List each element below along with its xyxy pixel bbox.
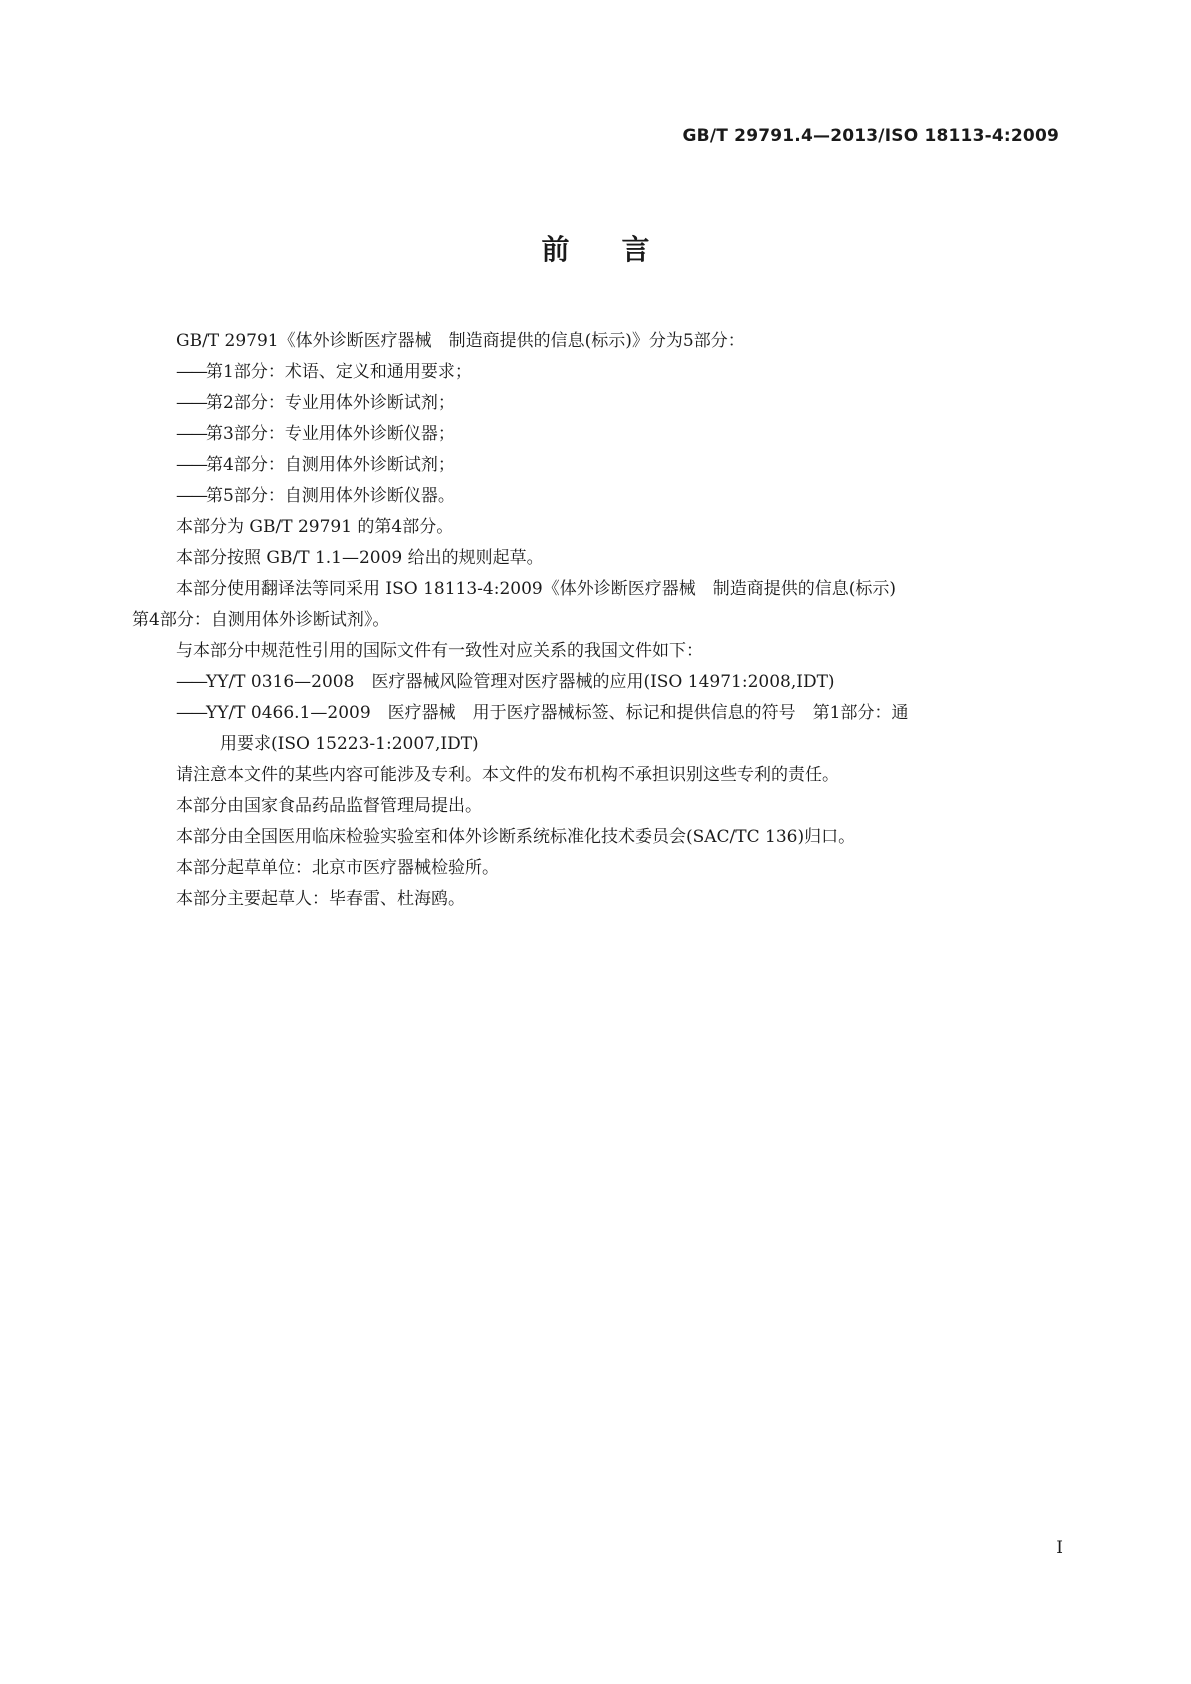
paragraph-drafting-rules: 本部分按照 GB/T 1.1—2009 给出的规则起草。 (176, 548, 544, 568)
paragraph-centralized-by: 本部分由全国医用临床检验实验室和体外诊断系统标准化技术委员会(SAC/TC 136)归口。 (176, 827, 856, 847)
dash-mark: —— (176, 362, 206, 382)
paragraph-drafters: 本部分主要起草人：毕春雷、杜海鸥。 (176, 889, 465, 909)
list-item-text: 第3部分：专业用体外诊断仪器； (206, 424, 455, 444)
paragraph-drafting-unit: 本部分起草单位：北京市医疗器械检验所。 (176, 858, 499, 878)
list-item-part-2 (132, 388, 1059, 419)
list-item-reference-2 (132, 698, 1059, 729)
list-item-text: 第4部分：自测用体外诊断试剂； (206, 455, 455, 475)
list-item-text: 第1部分：术语、定义和通用要求； (206, 362, 472, 382)
list-item-part-1 (132, 357, 1059, 388)
dash-mark: —— (176, 703, 206, 723)
paragraph-proposed-by: 本部分由国家食品药品监督管理局提出。 (176, 796, 482, 816)
paragraph-patent-notice: 请注意本文件的某些内容可能涉及专利。本文件的发布机构不承担识别这些专利的责任。 (176, 765, 839, 785)
paragraph-part-number: 本部分为 GB/T 29791 的第4部分。 (176, 517, 454, 537)
dash-mark: —— (176, 672, 206, 692)
standard-code-header: GB/T 29791.4—2013/ISO 18113-4:2009 (682, 126, 1059, 146)
list-item-part-3 (132, 419, 1059, 450)
page-number: I (1056, 1538, 1063, 1558)
paragraph-translation-line1: 本部分使用翻译法等同采用 ISO 18113-4:2009《体外诊断医疗器械 制造商提供的信息(标示) (176, 579, 896, 599)
dash-mark: —— (176, 455, 206, 475)
dash-mark: —— (176, 393, 206, 413)
paragraph-translation-line2: 第4部分：自测用体外诊断试剂》。 (132, 610, 390, 630)
list-item-text: 第5部分：自测用体外诊断仪器。 (206, 486, 455, 506)
foreword-body (132, 326, 1059, 915)
list-item-text: YY/T 0316—2008 医疗器械风险管理对医疗器械的应用(ISO 14971:2008,IDT) (206, 672, 835, 692)
list-item-part-5 (132, 481, 1059, 512)
list-item-text: YY/T 0466.1—2009 医疗器械 用于医疗器械标签、标记和提供信息的符号 第1部分：通 (206, 703, 909, 723)
list-item-text: 第2部分：专业用体外诊断试剂； (206, 393, 455, 413)
dash-mark: —— (176, 424, 206, 444)
list-item-part-4 (132, 450, 1059, 481)
dash-mark: —— (176, 486, 206, 506)
page-title: 前言 (541, 233, 702, 266)
paragraph-correspondence: 与本部分中规范性引用的国际文件有一致性对应关系的我国文件如下： (176, 641, 703, 661)
list-item-reference-2-cont: 用要求(ISO 15223-1:2007,IDT) (220, 734, 479, 754)
list-item-reference-1 (132, 667, 1059, 698)
paragraph-parts-intro: GB/T 29791《体外诊断医疗器械 制造商提供的信息(标示)》分为5部分： (176, 331, 745, 351)
